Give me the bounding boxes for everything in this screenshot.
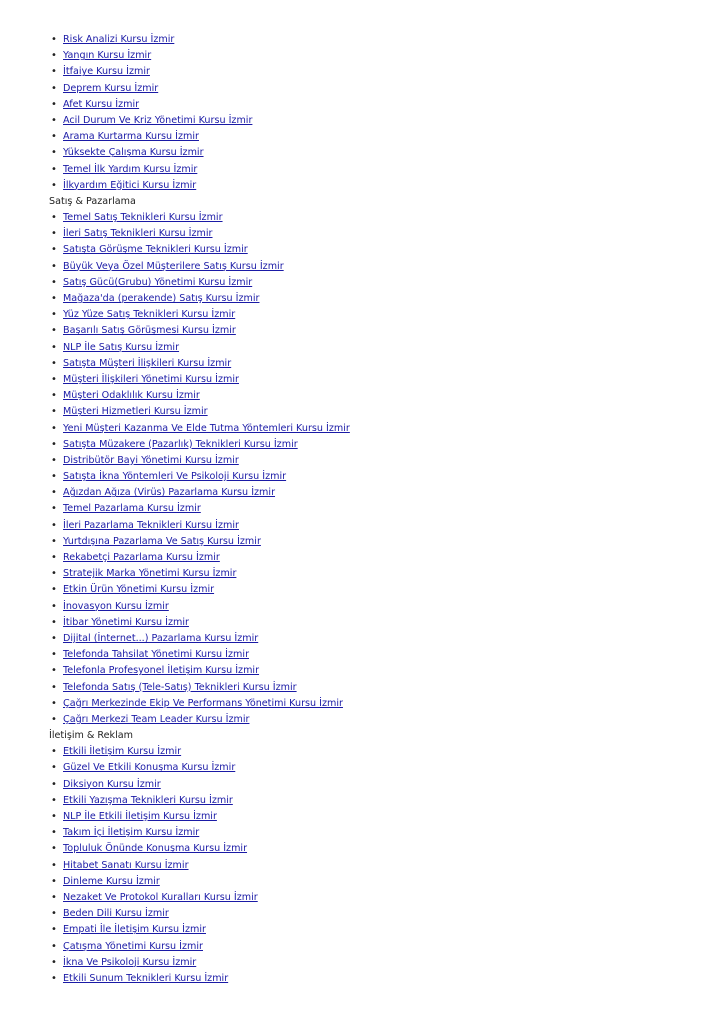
list-item xyxy=(49,275,709,291)
bullet-icon: • xyxy=(51,762,57,774)
list-item xyxy=(49,518,709,534)
course-link[interactable]: Temel İlk Yardım Kursu İzmir xyxy=(63,163,198,175)
list-item xyxy=(49,469,709,485)
list-item xyxy=(49,210,709,226)
list-item xyxy=(49,421,709,437)
course-link[interactable]: NLP İle Etkili İletişim Kursu İzmir xyxy=(63,811,217,822)
bullet-icon: • xyxy=(51,665,57,677)
bullet-icon: • xyxy=(51,293,57,304)
course-link[interactable]: Hitabet Sanatı Kursu İzmir xyxy=(63,859,189,871)
bullet-icon: • xyxy=(51,713,57,725)
list-item xyxy=(49,955,709,971)
course-link[interactable]: Satışta İkna Yöntemleri Ve Psikoloji Kursu İzmir xyxy=(63,471,287,483)
course-link[interactable]: Yeni Müşteri Kazanma Ve Elde Tutma Yöntemleri Kursu İzmir xyxy=(63,422,350,434)
course-link[interactable]: Etkili Sunum Teknikleri Kursu İzmir xyxy=(63,972,229,984)
bullet-icon: • xyxy=(51,114,57,126)
bullet-icon: • xyxy=(51,535,57,547)
bullet-icon: • xyxy=(51,600,57,612)
list-item xyxy=(49,534,709,550)
section-heading: Satış & Pazarlama xyxy=(49,195,136,207)
course-link[interactable]: Arama Kurtarma Kursu İzmir xyxy=(63,131,199,143)
bullet-icon: • xyxy=(51,503,57,515)
list-item xyxy=(49,971,709,987)
list-item xyxy=(49,680,709,696)
bullet-icon: • xyxy=(51,131,57,143)
list-item xyxy=(49,178,709,194)
bullet-icon: • xyxy=(51,357,57,369)
bullet-icon: • xyxy=(51,212,57,224)
bullet-icon: • xyxy=(51,276,57,288)
course-link[interactable]: Müşteri İlişkileri Yönetimi Kursu İzmir xyxy=(63,373,239,385)
bullet-icon: • xyxy=(51,325,57,337)
bullet-icon: • xyxy=(51,843,57,855)
bullet-icon: • xyxy=(51,924,57,936)
course-link[interactable]: Çağrı Merkezi Team Leader Kursu İzmir xyxy=(63,713,250,725)
list-item xyxy=(49,113,709,129)
bullet-icon: • xyxy=(51,875,57,887)
course-link[interactable]: Telefonla Profesyonel İletişim Kursu İzmir xyxy=(63,665,260,677)
bullet-icon: • xyxy=(51,487,57,499)
course-link[interactable]: Topluluk Önünde Konuşma Kursu İzmir xyxy=(63,843,248,855)
course-link[interactable]: Yüksekte Çalışma Kursu İzmir xyxy=(63,147,204,159)
list-item xyxy=(49,663,709,679)
list-item xyxy=(49,48,709,64)
course-link[interactable]: Temel Satış Teknikleri Kursu İzmir xyxy=(63,212,223,224)
list-item xyxy=(49,437,709,453)
bullet-icon: • xyxy=(51,390,57,402)
bullet-icon: • xyxy=(51,681,57,693)
list-item xyxy=(49,566,709,582)
bullet-icon: • xyxy=(51,341,57,353)
list-item xyxy=(49,615,709,631)
list-item xyxy=(49,226,709,242)
bullet-icon: • xyxy=(51,649,57,661)
bullet-icon: • xyxy=(51,632,57,644)
list-item xyxy=(49,323,709,339)
bullet-icon: • xyxy=(51,940,57,952)
list-item xyxy=(49,550,709,566)
bullet-icon: • xyxy=(51,972,57,984)
list-item xyxy=(49,81,709,97)
bullet-icon: • xyxy=(51,66,57,78)
bullet-icon: • xyxy=(51,438,57,450)
list-item xyxy=(49,809,709,825)
course-link[interactable]: Etkin Ürün Yönetimi Kursu İzmir xyxy=(63,584,215,596)
list-item xyxy=(49,841,709,857)
course-link[interactable]: NLP İle Satış Kursu İzmir xyxy=(63,341,180,353)
course-link[interactable]: Satış Gücü(Grubu) Yönetimi Kursu İzmir xyxy=(63,276,253,288)
course-link[interactable]: Çağrı Merkezinde Ekip Ve Performans Yönetimi Kursu İzmir xyxy=(63,697,343,709)
list-item xyxy=(49,404,709,420)
course-link[interactable]: Satışta Müzakere (Pazarlık) Teknikleri Kursu İzmir xyxy=(63,438,298,450)
list-item xyxy=(49,582,709,598)
course-link[interactable]: Temel Pazarlama Kursu İzmir xyxy=(63,503,201,515)
list-item xyxy=(49,744,709,760)
course-link[interactable]: Büyük Veya Özel Müşterilere Satış Kursu İzmir xyxy=(63,260,284,272)
course-link[interactable]: Dinleme Kursu İzmir xyxy=(63,875,160,887)
list-item xyxy=(49,388,709,404)
course-link[interactable]: Satışta Görüşme Teknikleri Kursu İzmir xyxy=(63,244,248,256)
bullet-icon: • xyxy=(51,471,57,483)
course-link[interactable]: Deprem Kursu İzmir xyxy=(63,82,159,94)
course-link[interactable]: İnovasyon Kursu İzmir xyxy=(63,600,169,612)
course-link[interactable]: Stratejik Marka Yönetimi Kursu İzmir xyxy=(63,568,237,580)
bullet-icon: • xyxy=(51,309,57,321)
course-link[interactable]: İtibar Yönetimi Kursu İzmir xyxy=(63,616,189,628)
course-link[interactable]: Beden Dili Kursu İzmir xyxy=(63,908,169,920)
course-link[interactable]: Müşteri Hizmetleri Kursu İzmir xyxy=(63,406,208,418)
bullet-icon: • xyxy=(51,179,57,191)
list-item xyxy=(49,501,709,517)
list-item xyxy=(49,890,709,906)
course-link[interactable]: Telefonda Tahsilat Yönetimi Kursu İzmir xyxy=(63,649,250,661)
bullet-icon: • xyxy=(51,163,57,175)
bullet-icon: • xyxy=(51,82,57,94)
bullet-icon: • xyxy=(51,34,57,45)
course-link[interactable]: İleri Pazarlama Teknikleri Kursu İzmir xyxy=(63,519,239,531)
bullet-icon: • xyxy=(51,908,57,920)
course-link[interactable]: Satışta Müşteri İlişkileri Kursu İzmir xyxy=(63,357,232,369)
course-link[interactable]: Çatışma Yönetimi Kursu İzmir xyxy=(63,940,203,952)
bullet-icon: • xyxy=(51,778,57,790)
course-link[interactable]: İkna Ve Psikoloji Kursu İzmir xyxy=(63,956,197,968)
list-item xyxy=(49,64,709,80)
course-link[interactable]: Diksiyon Kursu İzmir xyxy=(63,778,161,790)
list-item xyxy=(49,777,709,793)
bullet-icon: • xyxy=(51,552,57,563)
list-item xyxy=(49,793,709,809)
list-item xyxy=(49,599,709,615)
list-item xyxy=(49,32,709,48)
bullet-icon: • xyxy=(51,228,57,240)
list-item xyxy=(49,97,709,113)
course-link[interactable]: Distribütör Bayi Yönetimi Kursu İzmir xyxy=(63,454,239,466)
bullet-icon: • xyxy=(51,956,57,968)
bullet-icon: • xyxy=(51,454,57,466)
list-item xyxy=(49,291,709,307)
list-item xyxy=(49,939,709,955)
bullet-icon: • xyxy=(51,891,57,903)
bullet-icon: • xyxy=(51,697,57,709)
list-item xyxy=(49,858,709,874)
course-link[interactable]: Etkili Yazışma Teknikleri Kursu İzmir xyxy=(63,794,233,806)
course-link[interactable]: Telefonda Satış (Tele-Satış) Teknikleri Kursu İzmir xyxy=(63,681,297,693)
bullet-icon: • xyxy=(51,244,57,256)
bullet-icon: • xyxy=(51,373,57,385)
bullet-icon: • xyxy=(51,50,57,62)
course-link[interactable]: Rekabetçi Pazarlama Kursu İzmir xyxy=(63,552,220,563)
list-item xyxy=(49,162,709,178)
bullet-icon: • xyxy=(51,811,57,822)
list-item xyxy=(49,631,709,647)
list-item xyxy=(49,485,709,501)
list-item xyxy=(49,696,709,712)
list-item xyxy=(49,906,709,922)
list-item xyxy=(49,145,709,161)
course-link[interactable]: Risk Analizi Kursu İzmir xyxy=(63,34,175,45)
course-link[interactable]: İleri Satış Teknikleri Kursu İzmir xyxy=(63,228,213,240)
course-link[interactable]: Yüz Yüze Satış Teknikleri Kursu İzmir xyxy=(63,309,236,321)
course-link[interactable]: İlkyardım Eğitici Kursu İzmir xyxy=(63,179,197,191)
course-list xyxy=(49,32,709,987)
list-item xyxy=(49,825,709,841)
course-link[interactable]: İtfaiye Kursu İzmir xyxy=(63,66,150,78)
course-link[interactable]: Empati İle İletişim Kursu İzmir xyxy=(63,924,206,936)
course-link[interactable]: Ağızdan Ağıza (Virüs) Pazarlama Kursu İzmir xyxy=(63,487,276,499)
bullet-icon: • xyxy=(51,406,57,418)
course-link[interactable]: Takım İçi İletişim Kursu İzmir xyxy=(63,827,200,839)
bullet-icon: • xyxy=(51,568,57,580)
course-link[interactable]: Başarılı Satış Görüşmesi Kursu İzmir xyxy=(63,325,236,337)
list-item xyxy=(49,712,709,728)
bullet-icon: • xyxy=(51,859,57,871)
list-item xyxy=(49,307,709,323)
course-link[interactable]: Yangın Kursu İzmir xyxy=(63,50,152,62)
bullet-icon: • xyxy=(51,422,57,434)
bullet-icon: • xyxy=(51,98,57,110)
bullet-icon: • xyxy=(51,584,57,596)
course-link[interactable]: Güzel Ve Etkili Konuşma Kursu İzmir xyxy=(63,762,236,774)
bullet-icon: • xyxy=(51,794,57,806)
list-item xyxy=(49,340,709,356)
list-item xyxy=(49,259,709,275)
course-link[interactable]: Mağaza'da (perakende) Satış Kursu İzmir xyxy=(63,293,260,304)
list-item xyxy=(49,129,709,145)
bullet-icon: • xyxy=(51,519,57,531)
course-link[interactable]: Müşteri Odaklılık Kursu İzmir xyxy=(63,390,200,402)
course-link[interactable]: Yurtdışına Pazarlama Ve Satış Kursu İzmir xyxy=(63,535,261,547)
section-heading: İletişim & Reklam xyxy=(49,730,133,742)
list-item xyxy=(49,647,709,663)
list-item xyxy=(49,760,709,776)
list-item xyxy=(49,874,709,890)
course-link[interactable]: Afet Kursu İzmir xyxy=(63,98,140,110)
list-item xyxy=(49,356,709,372)
list-item xyxy=(49,453,709,469)
bullet-icon: • xyxy=(51,147,57,159)
course-link[interactable]: Acil Durum Ve Kriz Yönetimi Kursu İzmir xyxy=(63,114,253,126)
list-item xyxy=(49,922,709,938)
course-link[interactable]: Etkili İletişim Kursu İzmir xyxy=(63,746,182,758)
bullet-icon: • xyxy=(51,260,57,272)
list-item xyxy=(49,242,709,258)
list-item xyxy=(49,372,709,388)
bullet-icon: • xyxy=(51,616,57,628)
bullet-icon: • xyxy=(51,827,57,839)
bullet-icon: • xyxy=(51,746,57,758)
course-link[interactable]: Nezaket Ve Protokol Kuralları Kursu İzmir xyxy=(63,891,258,903)
course-link[interactable]: Dijital (İnternet...) Pazarlama Kursu İzmir xyxy=(63,632,259,644)
